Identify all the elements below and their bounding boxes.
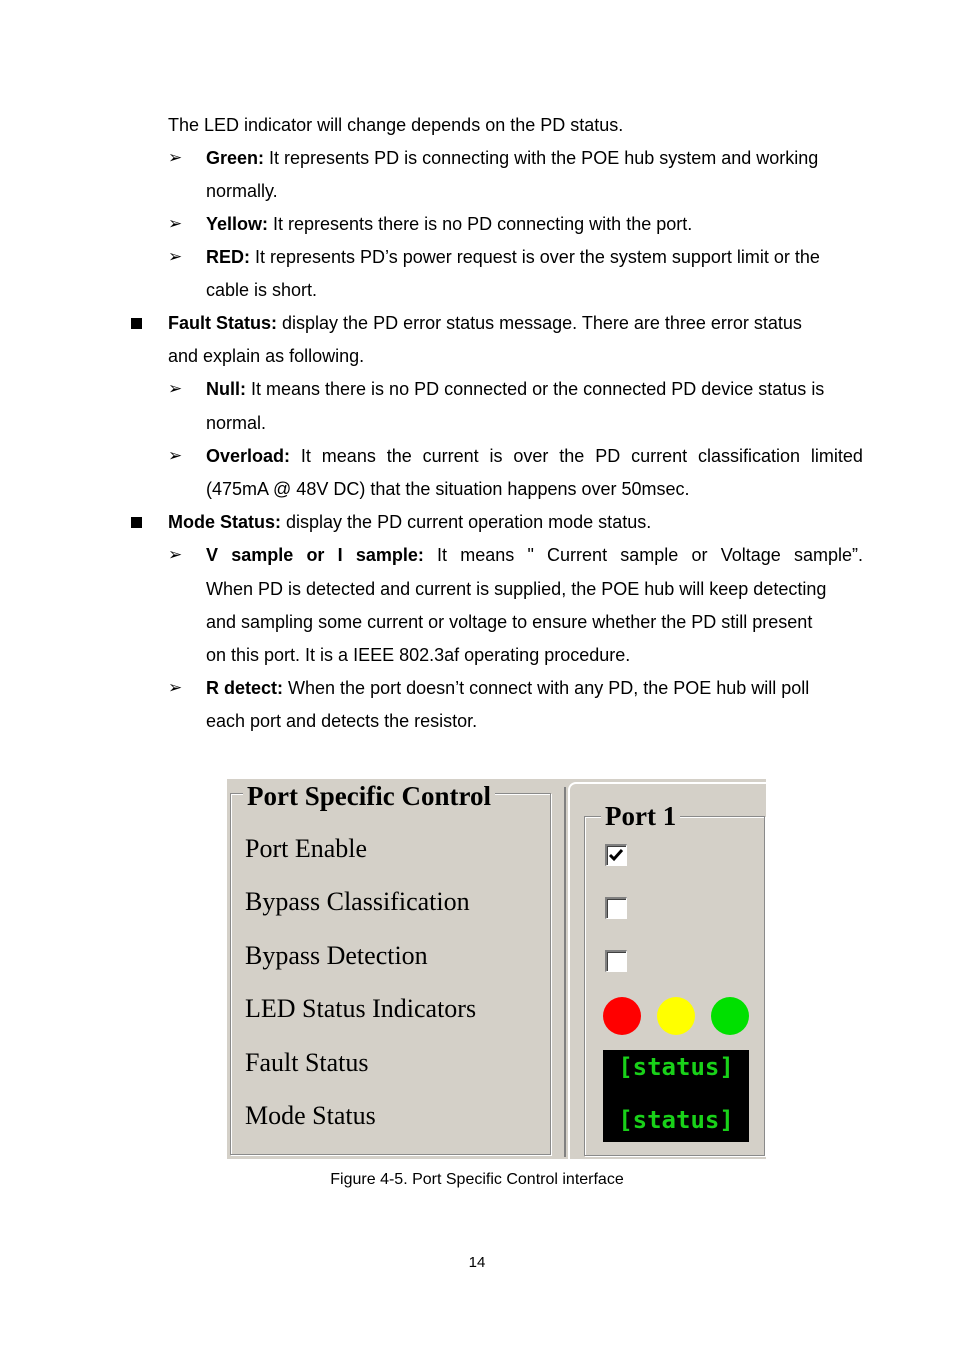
null-text: It means there is no PD connected or the connected PD device status is (246, 379, 825, 399)
green-item (206, 147, 818, 169)
vsample-word: " (527, 545, 534, 565)
overload-word: is (489, 446, 503, 466)
arrow-bullet-icon: ➢ (168, 379, 183, 399)
vsample-term: sample (231, 545, 294, 565)
led-red-icon (603, 997, 641, 1035)
red-item (206, 246, 820, 268)
mode-text: display the PD current operation mode status. (281, 512, 652, 532)
vsample-term: or (306, 545, 325, 565)
null-term: Null: (206, 379, 246, 399)
arrow-bullet-icon: ➢ (168, 214, 183, 234)
port-title: Port 1 (601, 801, 680, 831)
arrow-bullet-icon: ➢ (168, 545, 183, 565)
null-item-cont: normal. (206, 413, 267, 433)
red-term: RED: (206, 247, 250, 267)
figure-caption: Figure 4-5. Port Specific Control interface (330, 1171, 624, 1188)
yellow-item (206, 213, 692, 235)
vsample-word: Voltage (720, 545, 781, 565)
led-yellow-icon (657, 997, 695, 1035)
vsample-word: sample (620, 545, 679, 565)
overload-word: means (321, 446, 376, 466)
page-number: 14 (468, 1254, 486, 1271)
intro-text: The LED indicator will change depends on the PD status. (168, 115, 624, 135)
led-green-icon (711, 997, 749, 1035)
overload-word: It (300, 446, 311, 466)
label-led-status: LED Status Indicators (245, 994, 477, 1023)
overload-word: current (631, 446, 688, 466)
label-fault-status: Fault Status (245, 1048, 369, 1077)
vsample-item-cont: When PD is detected and current is supplied, the POE hub will keep detecting (206, 579, 827, 599)
red-text: It represents PD’s power request is over the system support limit or the (250, 247, 820, 267)
label-mode-status: Mode Status (245, 1101, 376, 1130)
overload-item-cont: (475mA @ 48V DC) that the situation happens over 50msec. (206, 479, 690, 499)
rdetect-item-cont: each port and detects the resistor. (206, 711, 478, 731)
overload-term: Overload: (206, 446, 291, 466)
green-term: Green: (206, 148, 265, 168)
overload-word: over (513, 446, 549, 466)
fault-term: Fault Status: (168, 313, 278, 333)
bypass-detection-checkbox[interactable] (605, 950, 627, 972)
vsample-word: or (691, 545, 708, 565)
port-specific-control-figure (227, 779, 766, 1159)
label-bypass-classification: Bypass Classification (245, 887, 470, 916)
vsample-word: means (460, 545, 515, 565)
overload-word: PD (595, 446, 621, 466)
rdetect-item (206, 677, 809, 699)
vsample-term: I (337, 545, 343, 565)
overload-word: classification (697, 446, 801, 466)
mode-status-value: [status] (618, 1106, 734, 1134)
checkmark-icon (607, 851, 625, 868)
arrow-bullet-icon: ➢ (168, 247, 183, 267)
overload-word: the (386, 446, 412, 466)
arrow-bullet-icon: ➢ (168, 148, 183, 168)
square-bullet-icon (131, 517, 142, 528)
yellow-text: It represents there is no PD connecting with the port. (268, 214, 693, 234)
vsample-term: sample: (355, 545, 424, 565)
tab-divider (564, 787, 566, 1157)
bypass-classification-checkbox[interactable] (605, 897, 627, 919)
mode-status-item (168, 511, 651, 533)
square-bullet-icon (131, 318, 142, 329)
vsample-item-cont: and sampling some current or voltage to ensure whether the PD still present (206, 612, 813, 632)
fault-text: display the PD error status message. There are three error status (277, 313, 802, 333)
overload-word: the (559, 446, 585, 466)
vsample-word: sample”. (793, 545, 863, 565)
null-item (206, 378, 824, 400)
arrow-bullet-icon: ➢ (168, 678, 183, 698)
vsample-item-cont: on this port. It is a IEEE 802.3af operating procedure. (206, 645, 631, 665)
fault-status-cont: and explain as following. (168, 346, 365, 366)
green-item-cont: normally. (206, 181, 278, 201)
overload-item (206, 445, 863, 467)
status-display (603, 1050, 749, 1142)
vsample-word: It (437, 545, 448, 565)
red-item-cont: cable is short. (206, 280, 318, 300)
fault-status-value: [status] (618, 1053, 734, 1081)
label-port-enable: Port Enable (245, 834, 368, 863)
rdetect-text: When the port doesn’t connect with any PD, the POE hub will poll (283, 678, 810, 698)
group-title: Port Specific Control (243, 781, 495, 811)
vsample-word: Current (547, 545, 608, 565)
green-text: It represents PD is connecting with the POE hub system and working (264, 148, 819, 168)
port-enable-checkbox[interactable] (605, 844, 627, 866)
overload-word: current (422, 446, 479, 466)
yellow-term: Yellow: (206, 214, 269, 234)
rdetect-term: R detect: (206, 678, 284, 698)
vsample-term: V (206, 545, 219, 565)
label-bypass-detection: Bypass Detection (245, 941, 428, 970)
fault-status-item (168, 312, 802, 334)
overload-word: limited (810, 446, 863, 466)
mode-term: Mode Status: (168, 512, 282, 532)
arrow-bullet-icon: ➢ (168, 446, 183, 466)
vsample-item (206, 544, 863, 566)
